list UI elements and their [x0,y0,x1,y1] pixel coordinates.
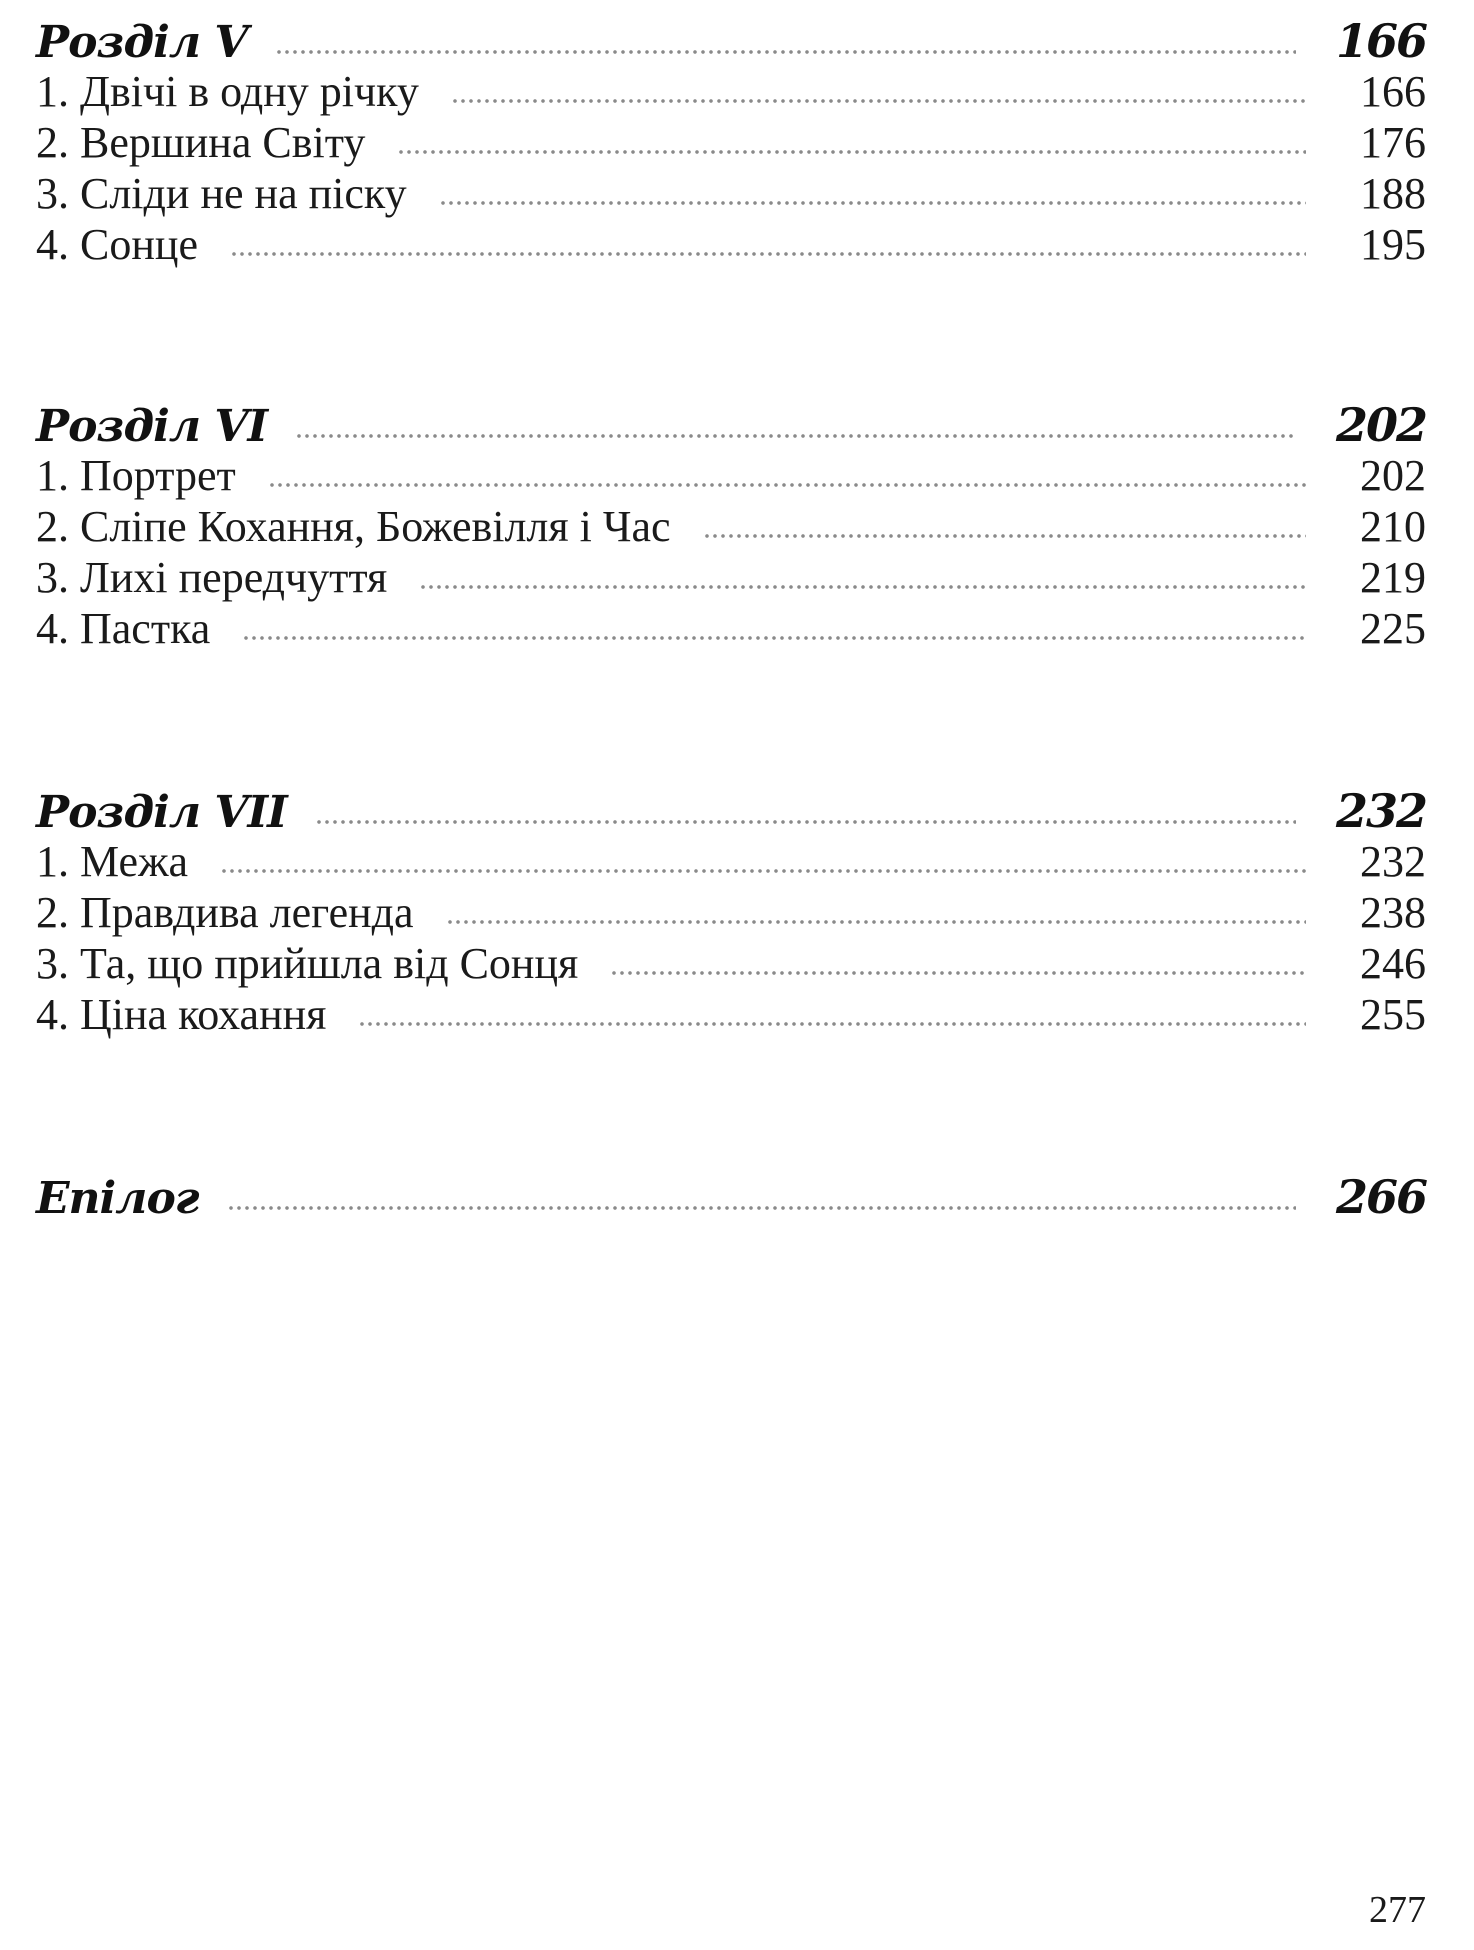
chapter-page-number: 232 [1335,784,1426,838]
toc-item-title: 4. Пастка [36,604,211,653]
toc-item-title: 2. Вершина Світу [36,118,366,167]
dot-leader [227,1205,1296,1211]
toc-item-page: 210 [1360,502,1426,551]
dot-leader [451,98,1306,104]
toc-item-page: 255 [1360,990,1426,1039]
chapter-page-number: 166 [1335,14,1426,68]
toc-item-title: 2. Правдива легенда [36,888,414,937]
toc-item-page: 225 [1360,604,1426,653]
toc-item[interactable] [36,117,1426,168]
toc-item-page: 219 [1360,553,1426,602]
toc-item[interactable] [36,450,1426,501]
chapter-title: Розділ V [36,17,248,68]
toc-item[interactable] [36,168,1426,219]
dot-leader [446,919,1306,925]
dot-leader [242,635,1306,641]
dot-leader [295,433,1296,439]
toc-section-5 [36,14,1426,270]
toc-item-page: 188 [1360,169,1426,218]
toc-item[interactable] [36,989,1426,1040]
toc-item-title: 3. Лихі передчуття [36,553,388,602]
toc-item[interactable] [36,219,1426,270]
toc-item-title: 1. Портрет [36,451,236,500]
toc-item-page: 195 [1360,220,1426,269]
toc-item-page: 246 [1360,939,1426,988]
chapter-heading-row[interactable] [36,1170,1426,1224]
toc-section-6 [36,398,1426,654]
dot-leader [419,584,1306,590]
dot-leader [275,49,1296,55]
chapter-page-number: 266 [1335,1170,1426,1224]
dot-leader [358,1021,1306,1027]
chapter-heading-row[interactable] [36,14,1426,68]
dot-leader [610,970,1306,976]
toc-item-page: 238 [1360,888,1426,937]
toc-item[interactable] [36,836,1426,887]
toc-item[interactable] [36,938,1426,989]
toc-item[interactable] [36,66,1426,117]
dot-leader [268,482,1306,488]
chapter-heading-row[interactable] [36,784,1426,838]
toc-item-title: 1. Двічі в одну річку [36,67,419,116]
toc-item-title: 4. Сонце [36,220,198,269]
toc-item-title: 3. Сліди не на піску [36,169,407,218]
toc-item-page: 232 [1360,837,1426,886]
toc-section-7 [36,784,1426,1040]
chapter-title: Розділ VII [36,787,287,838]
toc-item-title: 4. Ціна кохання [36,990,327,1039]
chapter-heading-row[interactable] [36,398,1426,452]
toc-item[interactable] [36,603,1426,654]
chapter-title: Епілог [36,1173,199,1224]
toc-item[interactable] [36,552,1426,603]
toc-item-title: 3. Та, що прийшла від Сонця [36,939,579,988]
dot-leader [220,868,1306,874]
dot-leader [703,533,1307,539]
dot-leader [230,251,1306,257]
toc-item-page: 166 [1360,67,1426,116]
toc-item-title: 2. Сліпе Кохання, Божевілля і Час [36,502,671,551]
dot-leader [397,149,1306,155]
chapter-title: Розділ VI [36,401,268,452]
toc-item-title: 1. Межа [36,837,189,886]
dot-leader [439,200,1306,206]
toc-section-epilogue [36,1170,1426,1222]
toc-item[interactable] [36,887,1426,938]
toc-item[interactable] [36,501,1426,552]
toc-item-page: 202 [1360,451,1426,500]
chapter-page-number: 202 [1335,398,1426,452]
page-number: 277 [1369,1889,1426,1931]
dot-leader [315,819,1296,825]
toc-item-page: 176 [1360,118,1426,167]
